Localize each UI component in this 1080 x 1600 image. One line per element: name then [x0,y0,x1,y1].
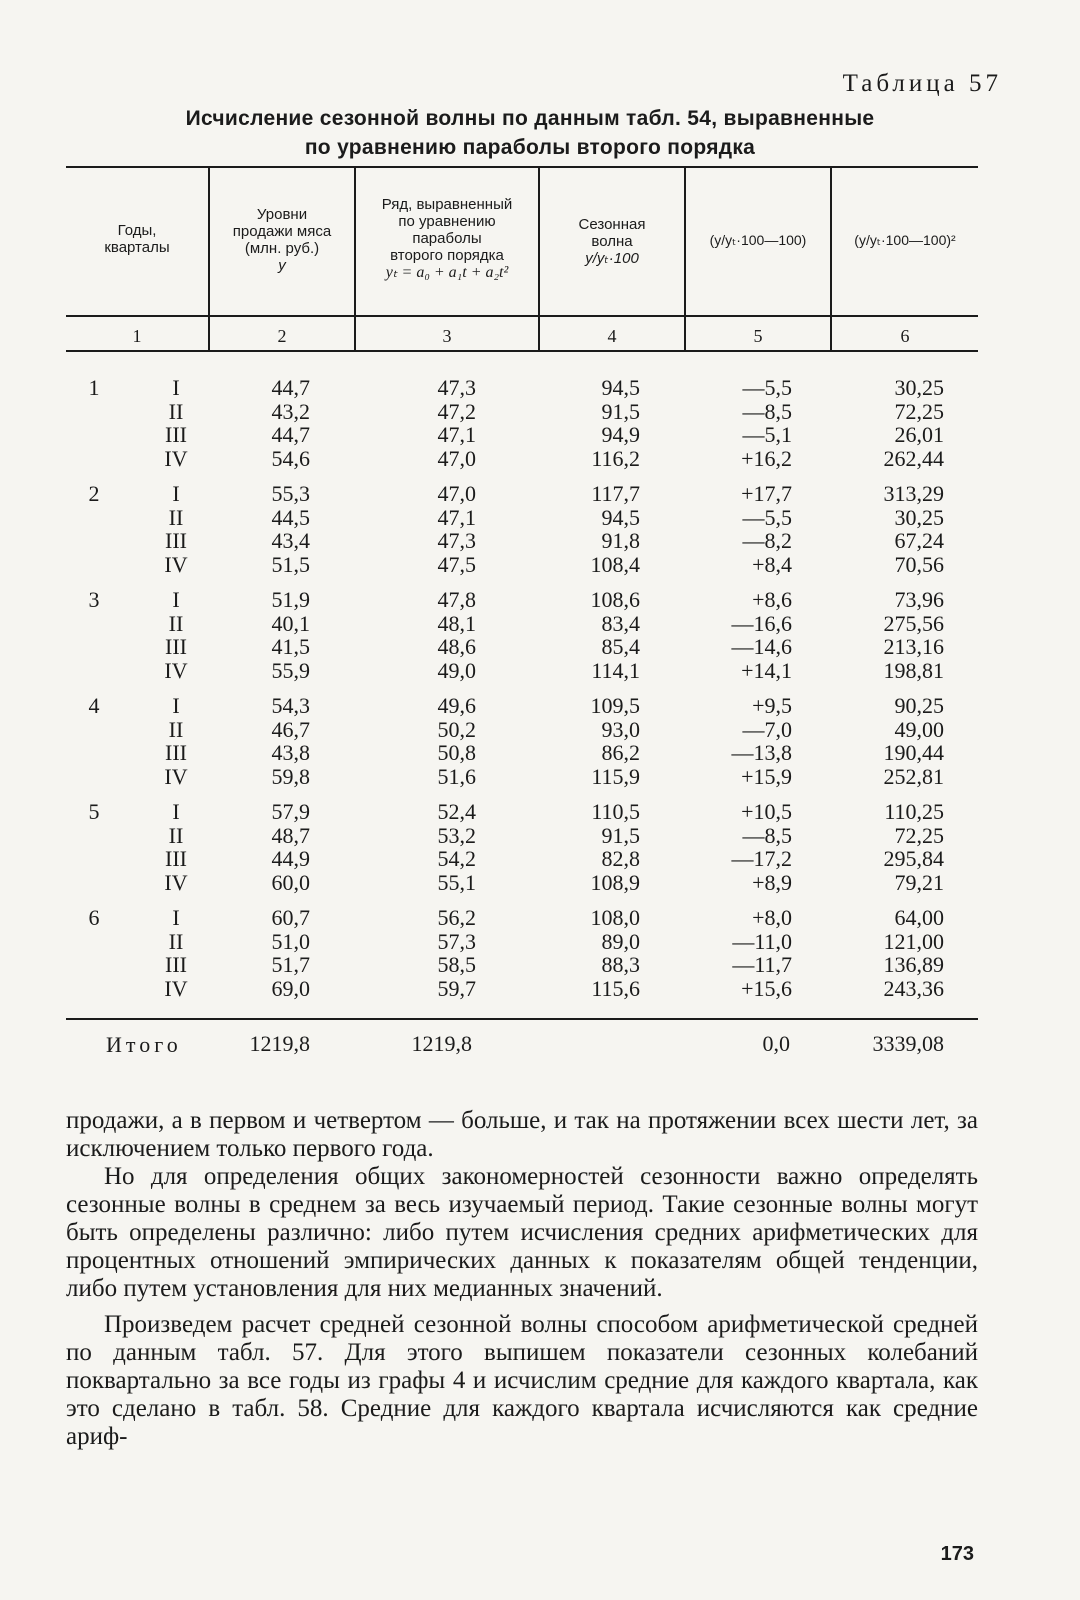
quarter-cell: II [168,716,184,742]
header-formula: (y/yₜ·100—100) [709,232,807,248]
wave-cell: 83,4 [601,610,640,636]
squared-cell: 313,29 [883,481,944,506]
wave-cell: 91,8 [601,528,640,553]
paragraph: Но для определения общих закономерностей сезонности важно определять сезонные волны в среднем за весь изучаемый период. Такие сезонные волны могут быть определены различно: либо путем исчисления средних арифметических для процентных отношений эмпирических данных к показателям общей тенденции, либо путем установления для них медианных значений. [66,1163,978,1302]
quarter-cell: III [165,952,187,977]
quarter-cell: II [168,504,184,530]
deviation-cell: +17,7 [741,481,792,506]
year-cell: 3 [88,587,100,612]
aligned-cell: 51,6 [437,763,476,789]
squared-cell: 252,81 [883,763,944,789]
deviation-cell: —11,7 [732,952,792,977]
table-caption [120,104,940,162]
squared-cell: 190,44 [883,740,944,765]
squared-cell: 72,25 [894,398,944,424]
aligned-cell: 47,8 [437,587,476,612]
total-sales: 1219,8 [249,1031,310,1056]
sales-cell: 48,7 [271,822,310,848]
sales-cell: 41,5 [271,634,310,659]
wave-cell: 117,7 [591,481,640,506]
deviation-cell: —8,5 [742,822,792,848]
deviation-cell: —11,0 [732,928,792,954]
numbers-rule [66,350,978,352]
total-deviation: 0,0 [762,1031,790,1056]
wave-cell: 115,9 [591,763,640,789]
aligned-cell: 49,0 [437,657,476,683]
quarter-cell: I [172,799,180,824]
caption-line: по уравнению параболы второго порядка [304,136,756,159]
sales-cell: 43,8 [271,740,310,765]
header-line: волна [591,233,633,250]
squared-cell: 26,01 [894,422,944,447]
quarter-cell: III [165,422,187,447]
year-cell: 2 [88,481,100,506]
column-number: 4 [607,326,617,346]
header-seasonal-wave [540,216,684,267]
wave-cell: 116,2 [591,445,640,471]
deviation-cell: —5,5 [742,375,792,400]
quarter-cell: II [168,398,184,424]
total-aligned: 1219,8 [411,1031,472,1056]
table-top-rule [66,166,978,168]
wave-cell: 114,1 [591,657,640,683]
squared-cell: 121,00 [883,928,944,954]
quarter-cell: IV [164,551,188,577]
sales-cell: 54,6 [271,445,310,471]
aligned-cell: 54,2 [437,846,476,871]
wave-cell: 94,5 [601,504,640,530]
total-squared: 3339,08 [872,1031,944,1056]
squared-cell: 67,24 [894,528,944,553]
header-line: по уравнению [398,213,496,230]
sales-cell: 60,0 [271,869,310,895]
header-line: продажи мяса [232,223,332,240]
squared-cell: 79,21 [894,869,944,895]
column-number: 6 [900,326,910,346]
sales-cell: 59,8 [271,763,310,789]
quarter-cell: III [165,846,187,871]
header-line: Ряд, выравненный [381,196,513,213]
year-cell: 4 [88,693,100,718]
deviation-cell: +8,0 [752,905,792,930]
header-deviation [686,232,830,249]
aligned-cell: 56,2 [437,905,476,930]
quarter-cell: II [168,928,184,954]
deviation-cell: —14,6 [731,634,792,659]
squared-cell: 30,25 [894,375,944,400]
quarter-cell: III [165,634,187,659]
wave-cell: 91,5 [601,822,640,848]
wave-cell: 108,9 [590,869,640,895]
sales-cell: 43,4 [271,528,310,553]
aligned-cell: 50,2 [437,716,476,742]
column-number: 1 [132,326,142,346]
wave-cell: 108,4 [590,551,640,577]
deviation-cell: —13,8 [731,740,792,765]
wave-cell: 108,6 [590,587,640,612]
sales-cell: 51,0 [271,928,310,954]
squared-cell: 243,36 [883,975,944,1001]
header-deviation-squared [832,232,978,249]
sales-cell: 51,5 [271,551,310,577]
sales-cell: 46,7 [271,716,310,742]
quarter-cell: IV [164,763,188,789]
wave-cell: 91,5 [601,398,640,424]
deviation-cell: +15,6 [741,975,792,1001]
wave-cell: 93,0 [601,716,640,742]
squared-cell: 90,25 [894,693,944,718]
squared-cell: 70,56 [894,551,944,577]
quarter-cell: I [172,905,180,930]
wave-cell: 94,5 [601,375,640,400]
wave-cell: 110,5 [591,799,640,824]
column-number: 3 [442,326,452,346]
caption-line: Исчисление сезонной волны по данным табл. 54, выравненные [185,107,875,130]
year-cell: 1 [88,375,100,400]
sales-cell: 44,7 [271,375,310,400]
header-formula: y/yₜ·100 [585,250,639,267]
quarter-cell: IV [164,869,188,895]
squared-cell: 295,84 [883,846,944,871]
squared-cell: 49,00 [894,716,944,742]
deviation-cell: —16,6 [731,610,792,636]
quarter-cell: IV [164,445,188,471]
header-line: второго порядка [390,247,504,264]
aligned-cell: 50,8 [437,740,476,765]
squared-cell: 110,25 [884,799,944,824]
sales-cell: 43,2 [271,398,310,424]
deviation-cell: +8,9 [752,869,792,895]
deviation-cell: +8,6 [752,587,792,612]
header-formula: (y/yₜ·100—100)² [854,232,956,248]
quarter-cell: IV [164,657,188,683]
sales-cell: 57,9 [271,799,310,824]
aligned-cell: 47,5 [437,551,476,577]
column-divider [684,168,686,350]
wave-cell: 86,2 [601,740,640,765]
header-formula: yₜ = a₀ + a₁t + a₂t² [385,264,509,281]
aligned-cell: 55,1 [437,869,476,895]
aligned-cell: 47,0 [437,481,476,506]
aligned-cell: 47,0 [437,445,476,471]
sales-cell: 40,1 [271,610,310,636]
header-line: Годы, [117,222,157,239]
deviation-cell: —8,5 [742,398,792,424]
body-text [66,1107,978,1451]
quarter-cell: III [165,528,187,553]
wave-cell: 82,8 [601,846,640,871]
aligned-cell: 58,5 [437,952,476,977]
wave-cell: 88,3 [601,952,640,977]
sales-cell: 44,7 [271,422,310,447]
deviation-cell: +15,9 [741,763,792,789]
quarter-cell: I [172,481,180,506]
paragraph: продажи, а в первом и четвертом — больше, и так на протяжении всех шести лет, за исключением только первого года. [66,1107,978,1162]
aligned-cell: 48,1 [437,610,476,636]
squared-cell: 198,81 [883,657,944,683]
header-aligned-series [356,196,538,281]
squared-cell: 262,44 [883,445,944,471]
quarter-cell: IV [164,975,188,1001]
quarter-cell: II [168,822,184,848]
deviation-cell: —5,5 [742,504,792,530]
squared-cell: 213,16 [883,634,944,659]
sales-cell: 69,0 [271,975,310,1001]
aligned-cell: 47,1 [437,504,476,530]
year-cell: 6 [88,905,100,930]
wave-cell: 109,5 [590,693,640,718]
column-number: 5 [753,326,763,346]
year-cell: 5 [88,799,100,824]
header-line: (млн. руб.) [244,240,320,257]
wave-cell: 115,6 [591,975,640,1001]
squared-cell: 64,00 [894,905,944,930]
wave-cell: 85,4 [601,634,640,659]
column-divider [830,168,832,350]
paragraph: Произведем расчет средней сезонной волны способом арифметической средней по данным табл. 57. Для этого выпишем показатели сезонных колебаний поквартально за все годы из графы 4 и исчислим средние для каждого квартала, как это сделано в табл. 58. Средние для каждого квартала исчисляются как средние ариф- [66,1311,978,1450]
aligned-cell: 49,6 [437,693,476,718]
deviation-cell: —7,0 [742,716,792,742]
deviation-cell: +14,1 [741,657,792,683]
deviation-cell: +9,5 [752,693,792,718]
sales-cell: 55,3 [271,481,310,506]
sales-cell: 44,5 [271,504,310,530]
sales-cell: 55,9 [271,657,310,683]
aligned-cell: 59,7 [437,975,476,1001]
total-label: Итого [106,1032,182,1057]
header-line: кварталы [104,239,170,256]
wave-cell: 94,9 [601,422,640,447]
deviation-cell: —5,1 [742,422,792,447]
header-line: Сезонная [578,216,646,233]
deviation-cell: —17,2 [731,846,792,871]
aligned-cell: 57,3 [437,928,476,954]
header-years-quarters [66,222,208,256]
squared-cell: 73,96 [894,587,944,612]
squared-cell: 275,56 [883,610,944,636]
quarter-cell: I [172,375,180,400]
aligned-cell: 53,2 [437,822,476,848]
sales-cell: 44,9 [271,846,310,871]
quarter-cell: III [165,740,187,765]
column-number: 2 [277,326,287,346]
sales-cell: 51,7 [271,952,310,977]
aligned-cell: 47,3 [437,375,476,400]
deviation-cell: —8,2 [742,528,792,553]
table-label: Таблица 57 [842,70,1002,97]
deviation-cell: +8,4 [752,551,792,577]
quarter-cell: I [172,693,180,718]
quarter-cell: I [172,587,180,612]
squared-cell: 136,89 [883,952,944,977]
sales-cell: 51,9 [271,587,310,612]
squared-cell: 72,25 [894,822,944,848]
header-line: Уровни [256,206,308,223]
wave-cell: 89,0 [601,928,640,954]
deviation-cell: +10,5 [741,799,792,824]
aligned-cell: 47,3 [437,528,476,553]
wave-cell: 108,0 [590,905,640,930]
header-line: y [278,257,286,274]
aligned-cell: 52,4 [437,799,476,824]
squared-cell: 30,25 [894,504,944,530]
header-sales-level [210,206,354,274]
total-rule [66,1018,978,1020]
aligned-cell: 48,6 [437,634,476,659]
sales-cell: 60,7 [271,905,310,930]
aligned-cell: 47,2 [437,398,476,424]
header-line: параболы [412,230,482,247]
page-number: 173 [940,1543,974,1565]
deviation-cell: +16,2 [741,445,792,471]
aligned-cell: 47,1 [437,422,476,447]
header-rule [66,315,978,317]
sales-cell: 54,3 [271,693,310,718]
quarter-cell: II [168,610,184,636]
